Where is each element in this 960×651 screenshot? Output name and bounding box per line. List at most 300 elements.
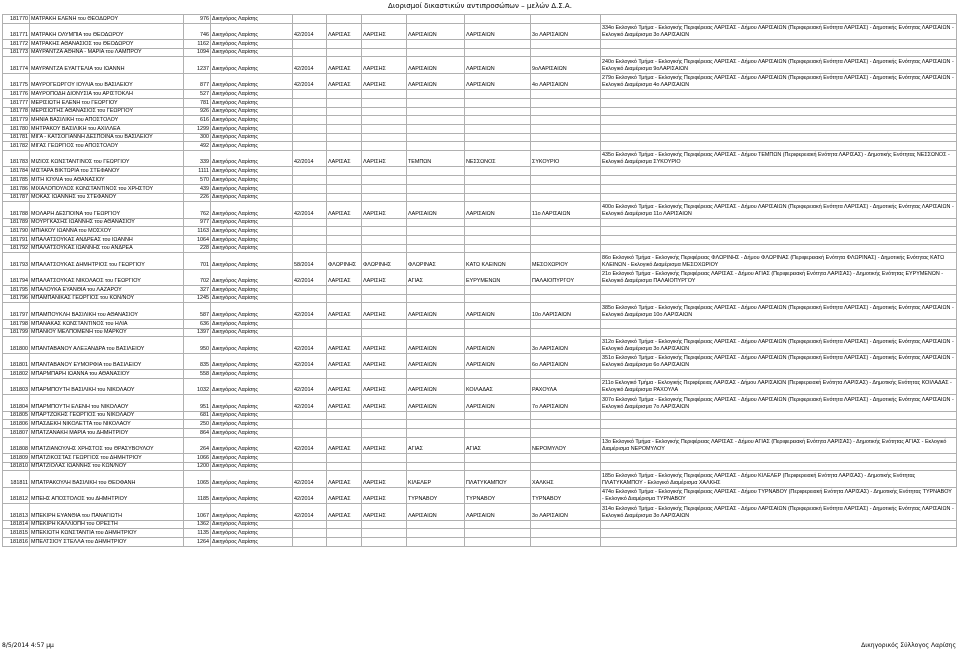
table-row [3, 244, 957, 253]
prefecture-cell [327, 167, 362, 176]
municipal-unit-cell: ΛΑΡΙΣΑΙΩΝ [465, 23, 531, 39]
row-id-cell: 181795 [3, 286, 30, 295]
prefecture-cell [327, 328, 362, 337]
table-row [3, 176, 957, 185]
electoral-district-cell: ΠΑΛΑΙΟΠΥΡΓΟΥ [531, 269, 601, 285]
prefecture-cell [327, 90, 362, 99]
registry-number-cell: 1162 [184, 40, 211, 49]
electoral-region-cell [362, 98, 407, 107]
electoral-region-cell: ΛΑΡΙΣΗΣ [362, 337, 407, 353]
lawyer-name-cell: ΜΠΑΤΖΙΟΛΑΣ ΙΩΑΝΝΗΣ του ΚΩΝ/ΝΟΥ [30, 462, 184, 471]
lawyer-name-cell: ΜΙΓΑ - ΚΑΤΣΟΓΙΑΝΝΗ ΔΕΣΠΟΙΝΑ του ΒΑΣΙΛΕΙΟΥ [30, 133, 184, 142]
municipal-unit-cell [465, 294, 531, 303]
lawyer-name-cell: ΜΠΑΡΜΠΟΥΤΗ ΒΑΣΙΛΙΚΗ του ΝΙΚΟΛΑΟΥ [30, 378, 184, 394]
decision-code-cell: 42/2014 [293, 303, 327, 319]
row-id-cell: 181790 [3, 227, 30, 236]
electoral-district-cell: ΡΑΧΟΥΛΑ [531, 378, 601, 394]
decision-code-cell [293, 286, 327, 295]
row-id-cell: 181780 [3, 124, 30, 133]
table-row [3, 253, 957, 269]
electoral-district-cell: 3ο ΛΑΡΙΣΑΙΩΝ [531, 337, 601, 353]
electoral-district-cell [531, 167, 601, 176]
electoral-region-cell [362, 537, 407, 546]
municipality-cell: ΛΑΡΙΣΑΙΩΝ [407, 395, 465, 411]
row-id-cell: 181771 [3, 23, 30, 39]
lawyer-name-cell: ΜΠΑΜΠΟΥΚΛΗ ΒΑΣΙΛΙΚΗ του ΑΘΑΝΑΣΙΟΥ [30, 303, 184, 319]
electoral-region-cell [362, 453, 407, 462]
prefecture-cell [327, 462, 362, 471]
row-id-cell: 181775 [3, 73, 30, 89]
table-row [3, 487, 957, 503]
decision-code-cell [293, 124, 327, 133]
row-id-cell: 181797 [3, 303, 30, 319]
electoral-region-cell: ΛΑΡΙΣΗΣ [362, 57, 407, 73]
municipal-unit-cell [465, 520, 531, 529]
table-row [3, 167, 957, 176]
row-id-cell: 181777 [3, 98, 30, 107]
polling-station-description-cell [601, 176, 957, 185]
bar-association-cell: Δικηγόρος Λαρίσης [211, 337, 293, 353]
bar-association-cell: Δικηγόρος Λαρίσης [211, 133, 293, 142]
electoral-district-cell [531, 227, 601, 236]
decision-code-cell [293, 453, 327, 462]
electoral-district-cell [531, 116, 601, 125]
bar-association-cell: Δικηγόρος Λαρίσης [211, 73, 293, 89]
municipality-cell [407, 40, 465, 49]
municipal-unit-cell: ΠΛΑΤΥΚΑΜΠΟΥ [465, 471, 531, 487]
prefecture-cell [327, 235, 362, 244]
registry-number-cell: 951 [184, 395, 211, 411]
municipality-cell: ΛΑΡΙΣΑΙΩΝ [407, 353, 465, 369]
municipality-cell [407, 142, 465, 151]
decision-code-cell: 42/2014 [293, 504, 327, 520]
lawyer-name-cell: ΜΠΑΜΠΑΝΙΚΑΣ ΓΕΩΡΓΙΟΣ του ΚΩΝ/ΝΟΥ [30, 294, 184, 303]
electoral-region-cell [362, 370, 407, 379]
table-row [3, 107, 957, 116]
prefecture-cell [327, 116, 362, 125]
table-row [3, 370, 957, 379]
electoral-region-cell [362, 520, 407, 529]
decision-code-cell: 42/2014 [293, 73, 327, 89]
row-id-cell: 181813 [3, 504, 30, 520]
row-id-cell: 181784 [3, 167, 30, 176]
prefecture-cell [327, 227, 362, 236]
decision-code-cell [293, 462, 327, 471]
bar-association-cell: Δικηγόρος Λαρίσης [211, 151, 293, 167]
polling-station-description-cell [601, 133, 957, 142]
electoral-district-cell [531, 411, 601, 420]
polling-station-description-cell [601, 411, 957, 420]
decision-code-cell [293, 176, 327, 185]
registry-number-cell: 570 [184, 176, 211, 185]
polling-station-description-cell [601, 537, 957, 546]
prefecture-cell: ΛΑΡΙΣΑΣ [327, 23, 362, 39]
registry-number-cell: 339 [184, 151, 211, 167]
decision-code-cell [293, 142, 327, 151]
decision-code-cell [293, 420, 327, 429]
prefecture-cell [327, 370, 362, 379]
electoral-region-cell: ΛΑΡΙΣΗΣ [362, 23, 407, 39]
polling-station-description-cell [601, 116, 957, 125]
municipality-cell [407, 235, 465, 244]
table-row [3, 193, 957, 202]
electoral-district-cell: ΜΕΣΟΧΩΡΙΟΥ [531, 253, 601, 269]
polling-station-description-cell: 240ο Εκλογικό Τμήμα - Εκλογικής Περιφέρειας ΛΑΡΙΣΑΣ - Δήμου ΛΑΡΙΣΑΙΩΝ (Περιφερειακή Ενότητα ΛΑΡΙΣΑΣ) - Δημοτικής Ενότητας ΛΑΡΙΣΑΙΩΝ - Εκλογικό Διαμέρισμα 9οΛΑΡΙΣΑΙΩΝ [601, 57, 957, 73]
lawyer-name-cell: ΜΑΥΡΟΠΟΔΗ ΔΙΟΝΥΣΙΑ του ΑΡΙΣΤΟΚΛΗ [30, 90, 184, 99]
page-header: Διορισμοί δικαστικών αντιπροσώπων – μελών Δ.Σ.Α. [388, 2, 572, 10]
municipal-unit-cell [465, 107, 531, 116]
polling-station-description-cell [601, 124, 957, 133]
electoral-district-cell [531, 462, 601, 471]
electoral-region-cell: ΛΑΡΙΣΗΣ [362, 353, 407, 369]
electoral-region-cell [362, 462, 407, 471]
municipal-unit-cell [465, 218, 531, 227]
electoral-region-cell: ΛΑΡΙΣΗΣ [362, 395, 407, 411]
prefecture-cell: ΛΑΡΙΣΑΣ [327, 487, 362, 503]
polling-station-description-cell [601, 453, 957, 462]
polling-station-description-cell [601, 40, 957, 49]
municipality-cell: ΤΕΜΠΩΝ [407, 151, 465, 167]
municipal-unit-cell: ΑΓΙΑΣ [465, 437, 531, 453]
prefecture-cell: ΛΑΡΙΣΑΣ [327, 73, 362, 89]
row-id-cell: 181803 [3, 378, 30, 394]
polling-station-description-cell [601, 420, 957, 429]
electoral-district-cell: 4ο ΛΑΡΙΣΑΙΩΝ [531, 73, 601, 89]
prefecture-cell: ΛΑΡΙΣΑΣ [327, 303, 362, 319]
electoral-district-cell [531, 124, 601, 133]
electoral-district-cell [531, 218, 601, 227]
polling-station-description-cell [601, 48, 957, 57]
polling-station-description-cell [601, 193, 957, 202]
polling-station-description-cell: 400ο Εκλογικό Τμήμα - Εκλογικής Περιφέρειας ΛΑΡΙΣΑΣ - Δήμου ΛΑΡΙΣΑΙΩΝ (Περιφερειακή Ενότητα ΛΑΡΙΣΑΣ) - Δημοτικής Ενότητας ΛΑΡΙΣΑΙΩΝ - Εκλογικό Διαμέρισμα 11ο ΛΑΡΙΣΑΙΩΝ [601, 202, 957, 218]
decision-code-cell: 42/2014 [293, 353, 327, 369]
registry-number-cell: 1200 [184, 462, 211, 471]
electoral-district-cell: 7ο ΛΑΡΙΣΑΙΩΝ [531, 395, 601, 411]
electoral-region-cell [362, 124, 407, 133]
appointments-table [2, 14, 957, 547]
municipal-unit-cell [465, 176, 531, 185]
municipal-unit-cell [465, 453, 531, 462]
table-row [3, 437, 957, 453]
electoral-district-cell [531, 428, 601, 437]
electoral-district-cell: 9οΛΑΡΙΣΑΙΩΝ [531, 57, 601, 73]
municipal-unit-cell: ΝΕΣΣΩΝΟΣ [465, 151, 531, 167]
row-id-cell: 181787 [3, 193, 30, 202]
prefecture-cell [327, 428, 362, 437]
decision-code-cell [293, 98, 327, 107]
decision-code-cell [293, 48, 327, 57]
municipality-cell: ΛΑΡΙΣΑΙΩΝ [407, 73, 465, 89]
row-id-cell: 181792 [3, 244, 30, 253]
table-row [3, 353, 957, 369]
municipal-unit-cell [465, 116, 531, 125]
municipality-cell [407, 462, 465, 471]
polling-station-description-cell: 279ο Εκλογικό Τμήμα - Εκλογικής Περιφέρειας ΛΑΡΙΣΑΣ - Δήμου ΛΑΡΙΣΑΙΩΝ (Περιφερειακή Ενότητα ΛΑΡΙΣΑΣ) - Δημοτικής Ενότητας ΛΑΡΙΣΑΙΩΝ - Εκλογικό Διαμέρισμα 4ο ΛΑΡΙΣΑΙΩΝ [601, 73, 957, 89]
electoral-region-cell: ΛΑΡΙΣΗΣ [362, 151, 407, 167]
electoral-district-cell: ΤΥΡΝΑΒΟΥ [531, 487, 601, 503]
bar-association-cell: Δικηγόρος Λαρίσης [211, 253, 293, 269]
footer-date: 8/5/2014 4:57 μμ [2, 642, 54, 649]
municipal-unit-cell [465, 244, 531, 253]
municipality-cell [407, 428, 465, 437]
table-row [3, 328, 957, 337]
municipality-cell [407, 90, 465, 99]
electoral-district-cell: ΣΥΚΟΥΡΙΟ [531, 151, 601, 167]
municipal-unit-cell [465, 98, 531, 107]
lawyer-name-cell: ΜΑΤΡΑΚΗ ΕΛΕΝΗ του ΘΕΟΔΩΡΟΥ [30, 15, 184, 24]
lawyer-name-cell: ΜΠΑΡΜΠΑΡΗ ΙΩΑΝΝΑ του ΑΘΑΝΑΣΙΟΥ [30, 370, 184, 379]
row-id-cell: 181807 [3, 428, 30, 437]
polling-station-description-cell: 351ο Εκλογικό Τμήμα - Εκλογικής Περιφέρειας ΛΑΡΙΣΑΣ - Δήμου ΛΑΡΙΣΑΙΩΝ (Περιφερειακή Ενότητα ΛΑΡΙΣΑΣ) - Δημοτικής Ενότητας ΛΑΡΙΣΑΙΩΝ - Εκλογικό Διαμέρισμα 6ο ΛΑΡΙΣΑΙΩΝ [601, 353, 957, 369]
bar-association-cell: Δικηγόρος Λαρίσης [211, 453, 293, 462]
prefecture-cell [327, 244, 362, 253]
bar-association-cell: Δικηγόρος Λαρίσης [211, 23, 293, 39]
polling-station-description-cell [601, 107, 957, 116]
registry-number-cell: 976 [184, 15, 211, 24]
municipality-cell: ΤΥΡΝΑΒΟΥ [407, 487, 465, 503]
table-row [3, 57, 957, 73]
municipality-cell: ΛΑΡΙΣΑΙΩΝ [407, 378, 465, 394]
table-row [3, 218, 957, 227]
registry-number-cell: 1032 [184, 378, 211, 394]
lawyer-name-cell: ΜΗΤΡΑΚΟΥ ΒΑΣΙΛΙΚΗ του ΑΧΙΛΛΕΑ [30, 124, 184, 133]
lawyer-name-cell: ΜΠΑΝΙΟΥ ΜΕΛΠΟΜΕΝΗ του ΜΑΡΚΟΥ [30, 328, 184, 337]
table-row [3, 184, 957, 193]
electoral-district-cell: 3ο ΛΑΡΙΣΑΙΩΝ [531, 23, 601, 39]
lawyer-name-cell: ΜΠΑΛΑΤΣΟΥΚΑΣ ΔΗΜΗΤΡΙΟΣ του ΓΕΩΡΓΙΟΥ [30, 253, 184, 269]
row-id-cell: 181814 [3, 520, 30, 529]
registry-number-cell: 636 [184, 319, 211, 328]
bar-association-cell: Δικηγόρος Λαρίσης [211, 411, 293, 420]
municipality-cell [407, 176, 465, 185]
registry-number-cell: 926 [184, 107, 211, 116]
municipality-cell [407, 529, 465, 538]
municipal-unit-cell [465, 15, 531, 24]
table-row [3, 395, 957, 411]
municipality-cell: ΦΛΩΡΙΝΑΣ [407, 253, 465, 269]
polling-station-description-cell [601, 184, 957, 193]
lawyer-name-cell: ΜΠΑΛΑΤΣΟΥΚΑΣ ΑΝΔΡΕΑΣ του ΙΩΑΝΝΗ [30, 235, 184, 244]
table-row [3, 98, 957, 107]
municipality-cell [407, 286, 465, 295]
registry-number-cell: 1237 [184, 57, 211, 73]
municipal-unit-cell: ΚΟΙΛΑΔΑΣ [465, 378, 531, 394]
municipal-unit-cell [465, 462, 531, 471]
row-id-cell: 181806 [3, 420, 30, 429]
prefecture-cell [327, 48, 362, 57]
registry-number-cell: 558 [184, 370, 211, 379]
electoral-district-cell [531, 98, 601, 107]
row-id-cell: 181805 [3, 411, 30, 420]
lawyer-name-cell: ΜΠΑΡΤΖΩΚΗΣ ΓΕΩΡΓΙΟΣ του ΝΙΚΟΛΑΟΥ [30, 411, 184, 420]
electoral-region-cell: ΛΑΡΙΣΗΣ [362, 378, 407, 394]
electoral-district-cell [531, 244, 601, 253]
bar-association-cell: Δικηγόρος Λαρίσης [211, 378, 293, 394]
registry-number-cell: 781 [184, 98, 211, 107]
municipality-cell [407, 124, 465, 133]
polling-station-description-cell [601, 462, 957, 471]
registry-number-cell: 1185 [184, 487, 211, 503]
lawyer-name-cell: ΜΠΙΑΚΟΥ ΙΩΑΝΝΑ του ΜΟΣΧΟΥ [30, 227, 184, 236]
municipal-unit-cell [465, 420, 531, 429]
lawyer-name-cell: ΜΠΑΛΟΥΚΑ ΕΥΑΝΘΙΑ του ΛΑΖΑΡΟΥ [30, 286, 184, 295]
table-row [3, 133, 957, 142]
registry-number-cell: 1362 [184, 520, 211, 529]
bar-association-cell: Δικηγόρος Λαρίσης [211, 353, 293, 369]
decision-code-cell [293, 184, 327, 193]
polling-station-description-cell [601, 15, 957, 24]
registry-number-cell: 1299 [184, 124, 211, 133]
municipality-cell [407, 411, 465, 420]
lawyer-name-cell: ΜΙΖΙΟΣ ΚΩΝΣΤΑΝΤΙΝΟΣ του ΓΕΩΡΓΙΟΥ [30, 151, 184, 167]
row-id-cell: 181793 [3, 253, 30, 269]
municipal-unit-cell: ΛΑΡΙΣΑΙΩΝ [465, 57, 531, 73]
electoral-region-cell: ΦΛΩΡΙΝΗΣ [362, 253, 407, 269]
decision-code-cell [293, 537, 327, 546]
lawyer-name-cell: ΜΕΡΙΣΙΩΤΗ ΕΛΕΝΗ του ΓΕΩΡΓΙΟΥ [30, 98, 184, 107]
bar-association-cell: Δικηγόρος Λαρίσης [211, 269, 293, 285]
lawyer-name-cell: ΜΠΑΤΡΑΚΟΥΛΗ ΒΑΣΙΛΙΚΗ του ΘΕΟΦΑΝΗ [30, 471, 184, 487]
electoral-district-cell [531, 420, 601, 429]
electoral-region-cell [362, 244, 407, 253]
table-row [3, 48, 957, 57]
electoral-district-cell [531, 107, 601, 116]
row-id-cell: 181770 [3, 15, 30, 24]
decision-code-cell [293, 328, 327, 337]
decision-code-cell [293, 40, 327, 49]
prefecture-cell: ΛΑΡΙΣΑΣ [327, 395, 362, 411]
decision-code-cell: 42/2014 [293, 437, 327, 453]
electoral-region-cell [362, 227, 407, 236]
polling-station-description-cell [601, 286, 957, 295]
bar-association-cell: Δικηγόρος Λαρίσης [211, 227, 293, 236]
electoral-district-cell [531, 40, 601, 49]
row-id-cell: 181798 [3, 319, 30, 328]
lawyer-name-cell: ΜΠΑΛΑΤΣΟΥΚΑΣ ΝΙΚΟΛΑΟΣ του ΓΕΩΡΓΙΟΥ [30, 269, 184, 285]
prefecture-cell [327, 107, 362, 116]
bar-association-cell: Δικηγόρος Λαρίσης [211, 529, 293, 538]
municipality-cell: ΑΓΙΑΣ [407, 437, 465, 453]
registry-number-cell: 1245 [184, 294, 211, 303]
table-row [3, 537, 957, 546]
municipal-unit-cell [465, 167, 531, 176]
lawyer-name-cell: ΜΗΝΙΑ ΒΑΣΙΛΙΚΗ του ΑΠΟΣΤΟΛΟΥ [30, 116, 184, 125]
registry-number-cell: 1163 [184, 227, 211, 236]
prefecture-cell: ΛΑΡΙΣΑΣ [327, 378, 362, 394]
municipality-cell [407, 319, 465, 328]
row-id-cell: 181772 [3, 40, 30, 49]
electoral-district-cell: ΧΑΛΚΗΣ [531, 471, 601, 487]
table-row [3, 235, 957, 244]
polling-station-description-cell: 474ο Εκλογικό Τμήμα - Εκλογικής Περιφέρειας ΛΑΡΙΣΑΣ - Δήμου ΤΥΡΝΑΒΟΥ (Περιφερειακή Ενότητα ΛΑΡΙΣΑΣ) - Δημοτικής Ενότητας ΤΥΡΝΑΒΟΥ - Εκλογικό Διαμέρισμα ΤΥΡΝΑΒΟΥ [601, 487, 957, 503]
decision-code-cell: 42/2014 [293, 487, 327, 503]
lawyer-name-cell: ΜΟΛΑΡΗ ΔΕΣΠΟΙΝΑ του ΓΕΩΡΓΙΟΥ [30, 202, 184, 218]
row-id-cell: 181779 [3, 116, 30, 125]
bar-association-cell: Δικηγόρος Λαρίσης [211, 90, 293, 99]
prefecture-cell [327, 193, 362, 202]
electoral-district-cell [531, 294, 601, 303]
lawyer-name-cell: ΜΠΑΣΔΕΚΗ ΝΙΚΟΛΕΤΤΑ του ΝΙΚΟΛΑΟΥ [30, 420, 184, 429]
municipal-unit-cell [465, 428, 531, 437]
lawyer-name-cell: ΜΙΓΑΣ ΓΕΩΡΓΙΟΣ του ΑΠΟΣΤΟΛΟΥ [30, 142, 184, 151]
electoral-region-cell: ΛΑΡΙΣΗΣ [362, 73, 407, 89]
electoral-region-cell: ΛΑΡΙΣΗΣ [362, 269, 407, 285]
municipality-cell [407, 244, 465, 253]
municipal-unit-cell [465, 529, 531, 538]
decision-code-cell [293, 167, 327, 176]
registry-number-cell: 1064 [184, 235, 211, 244]
registry-number-cell: 877 [184, 73, 211, 89]
bar-association-cell: Δικηγόρος Λαρίσης [211, 487, 293, 503]
polling-station-description-cell: 435ο Εκλογικό Τμήμα - Εκλογικής Περιφέρειας ΛΑΡΙΣΑΣ - Δήμου ΤΕΜΠΩΝ (Περιφερειακή Ενότητα ΛΑΡΙΣΑΣ) - Δημοτικής Ενότητας ΝΕΣΣΩΝΟΣ - Εκλογικό Διαμέρισμα ΣΥΚΟΥΡΙΟ [601, 151, 957, 167]
municipal-unit-cell [465, 235, 531, 244]
footer-organization: Δικηγορικός Σύλλογος Λαρίσης [861, 642, 956, 649]
lawyer-name-cell: ΜΠΑΡΜΠΟΥΤΗ ΕΛΕΝΗ του ΝΙΚΟΛΑΟΥ [30, 395, 184, 411]
decision-code-cell [293, 428, 327, 437]
decision-code-cell [293, 116, 327, 125]
electoral-region-cell [362, 411, 407, 420]
polling-station-description-cell: 185ο Εκλογικό Τμήμα - Εκλογικής Περιφέρειας ΛΑΡΙΣΑΣ - Δήμου ΚΙΛΕΛΕΡ (Περιφερειακή Ενότητα ΛΑΡΙΣΑΣ) - Δημοτικής Ενότητας ΠΛΑΤΥΚΑΜΠΟΥ - Εκλογικό Διαμέρισμα ΧΑΛΚΗΣ [601, 471, 957, 487]
electoral-region-cell: ΛΑΡΙΣΗΣ [362, 471, 407, 487]
decision-code-cell [293, 218, 327, 227]
registry-number-cell: 1094 [184, 48, 211, 57]
row-id-cell: 181791 [3, 235, 30, 244]
polling-station-description-cell [601, 142, 957, 151]
prefecture-cell: ΛΑΡΙΣΑΣ [327, 269, 362, 285]
table-row [3, 378, 957, 394]
table-row [3, 40, 957, 49]
prefecture-cell [327, 319, 362, 328]
decision-code-cell [293, 319, 327, 328]
row-id-cell: 181808 [3, 437, 30, 453]
polling-station-description-cell [601, 328, 957, 337]
registry-number-cell: 616 [184, 116, 211, 125]
polling-station-description-cell: 312ο Εκλογικό Τμήμα - Εκλογικής Περιφέρειας ΛΑΡΙΣΑΣ - Δήμου ΛΑΡΙΣΑΙΩΝ (Περιφερειακή Ενότητα ΛΑΡΙΣΑΣ) - Δημοτικής Ενότητας ΛΑΡΙΣΑΙΩΝ - Εκλογικό Διαμέρισμα 3ο ΛΑΡΙΣΑΙΩΝ [601, 337, 957, 353]
municipal-unit-cell [465, 411, 531, 420]
municipality-cell [407, 294, 465, 303]
row-id-cell: 181782 [3, 142, 30, 151]
electoral-district-cell [531, 184, 601, 193]
bar-association-cell: Δικηγόρος Λαρίσης [211, 537, 293, 546]
electoral-district-cell [531, 176, 601, 185]
row-id-cell: 181773 [3, 48, 30, 57]
table-row [3, 286, 957, 295]
bar-association-cell: Δικηγόρος Λαρίσης [211, 235, 293, 244]
municipality-cell: ΛΑΡΙΣΑΙΩΝ [407, 303, 465, 319]
municipality-cell [407, 184, 465, 193]
electoral-region-cell [362, 40, 407, 49]
electoral-region-cell [362, 48, 407, 57]
bar-association-cell: Δικηγόρος Λαρίσης [211, 142, 293, 151]
electoral-district-cell: ΝΕΡΟΜΥΛΟΥ [531, 437, 601, 453]
registry-number-cell: 327 [184, 286, 211, 295]
polling-station-description-cell [601, 520, 957, 529]
electoral-district-cell: 10ο ΛΑΡΙΣΑΙΩΝ [531, 303, 601, 319]
municipal-unit-cell [465, 142, 531, 151]
electoral-district-cell [531, 15, 601, 24]
decision-code-cell: 42/2014 [293, 23, 327, 39]
row-id-cell: 181786 [3, 184, 30, 193]
registry-number-cell: 250 [184, 420, 211, 429]
polling-station-description-cell [601, 218, 957, 227]
electoral-region-cell [362, 218, 407, 227]
electoral-district-cell [531, 529, 601, 538]
table-row [3, 529, 957, 538]
decision-code-cell [293, 193, 327, 202]
registry-number-cell: 977 [184, 218, 211, 227]
municipal-unit-cell [465, 319, 531, 328]
table-row [3, 227, 957, 236]
